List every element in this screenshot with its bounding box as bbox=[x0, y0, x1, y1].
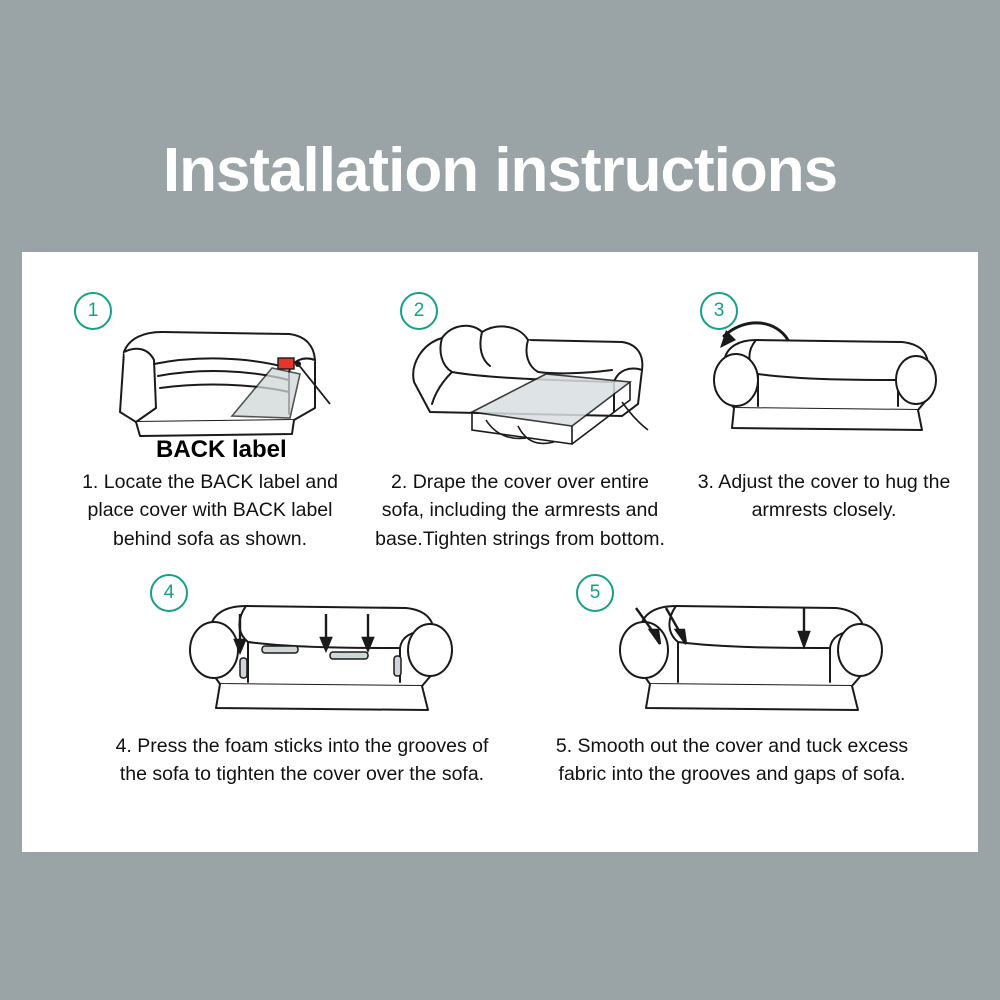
step-1-caption: 1. Locate the BACK label and place cover with BACK label behind sofa as shown. bbox=[82, 471, 338, 550]
step-5-illustration bbox=[572, 584, 902, 724]
step-3 bbox=[672, 270, 972, 580]
step-1 bbox=[56, 270, 356, 580]
step-3-badge: 3 bbox=[700, 292, 738, 330]
step-4-caption: 4. Press the foam sticks into the grooves of the sofa to tighten the cover over the sofa. bbox=[115, 735, 489, 786]
step-4-illustration bbox=[144, 584, 474, 724]
step-3-caption: 3. Adjust the cover to hug the armrests closely. bbox=[697, 471, 951, 522]
step-1-illustration bbox=[84, 312, 344, 442]
step-5-caption: 5. Smooth out the cover and tuck excess fabric into the grooves and gaps of sofa. bbox=[555, 735, 909, 786]
step-4 bbox=[102, 574, 502, 844]
step-5 bbox=[532, 574, 932, 844]
back-label-annotation: BACK label bbox=[156, 436, 287, 463]
step-4-badge: 4 bbox=[150, 574, 188, 612]
step-2-illustration bbox=[386, 308, 666, 448]
step-3-illustration bbox=[690, 318, 960, 443]
page-title: Installation instructions bbox=[162, 136, 838, 205]
step-2-badge: 2 bbox=[400, 292, 438, 330]
step-2 bbox=[368, 270, 668, 580]
instructions-panel bbox=[22, 252, 978, 852]
step-5-badge: 5 bbox=[576, 574, 614, 612]
step-1-badge: 1 bbox=[74, 292, 112, 330]
step-2-caption: 2. Drape the cover over entire sofa, including the armrests and base.Tighten strings from bottom. bbox=[375, 471, 665, 550]
